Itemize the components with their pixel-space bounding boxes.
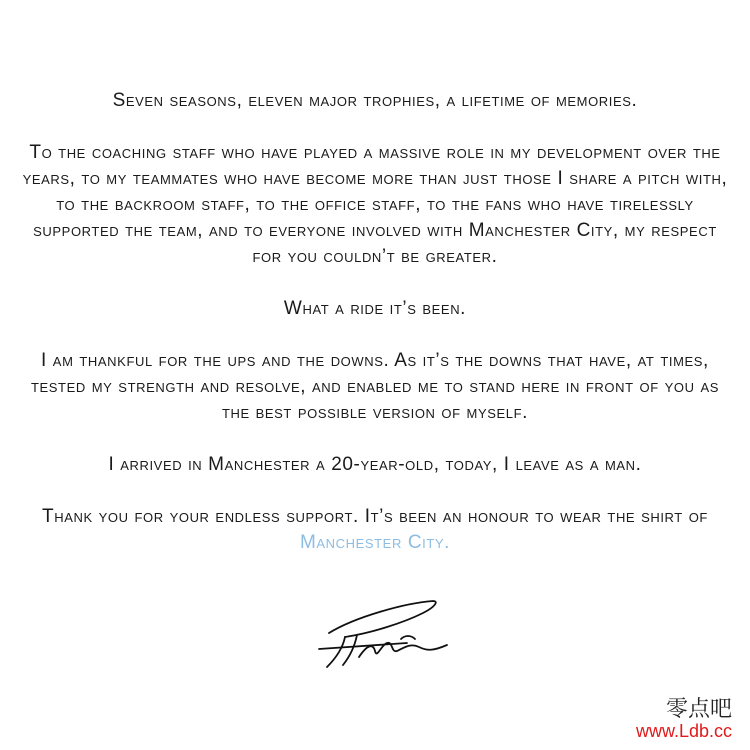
letter-body [20, 88, 730, 582]
paragraph-arrived: I arrived in Manchester a 20-year-old, today, I leave as a man. [108, 454, 642, 475]
paragraph-thanks-staff: To the coaching staff who have played a massive role in my development over the years, to my teammates who have become more than just those I share a pitch with, to the backroom staff, to the office staff, to the fans who have tirelessly supported the team, and to everyone involved with Manchester City, my respect for you couldn’t be greater. [22, 142, 728, 267]
watermark-site-name: 零点吧 [665, 697, 732, 723]
handwritten-signature [315, 595, 460, 675]
paragraph-closing [20, 504, 730, 556]
closing-text: Thank you for your endless support. It’s been an honour to wear the shirt of [42, 506, 708, 527]
paragraph-ups-downs: I am thankful for the ups and the downs. As it’s the downs that have, at times, tested my strength and resolve, and enabled me to stand here in front of you as the best possible version of myself. [30, 350, 720, 423]
paragraph-ride: What a ride it’s been. [283, 298, 467, 319]
watermark-url: www.Ldb.cc [635, 721, 732, 742]
paragraph-opening: Seven seasons, eleven major trophies, a lifetime of memories. [112, 90, 638, 111]
club-name-highlight: Manchester City. [299, 532, 451, 553]
watermark [636, 698, 732, 742]
